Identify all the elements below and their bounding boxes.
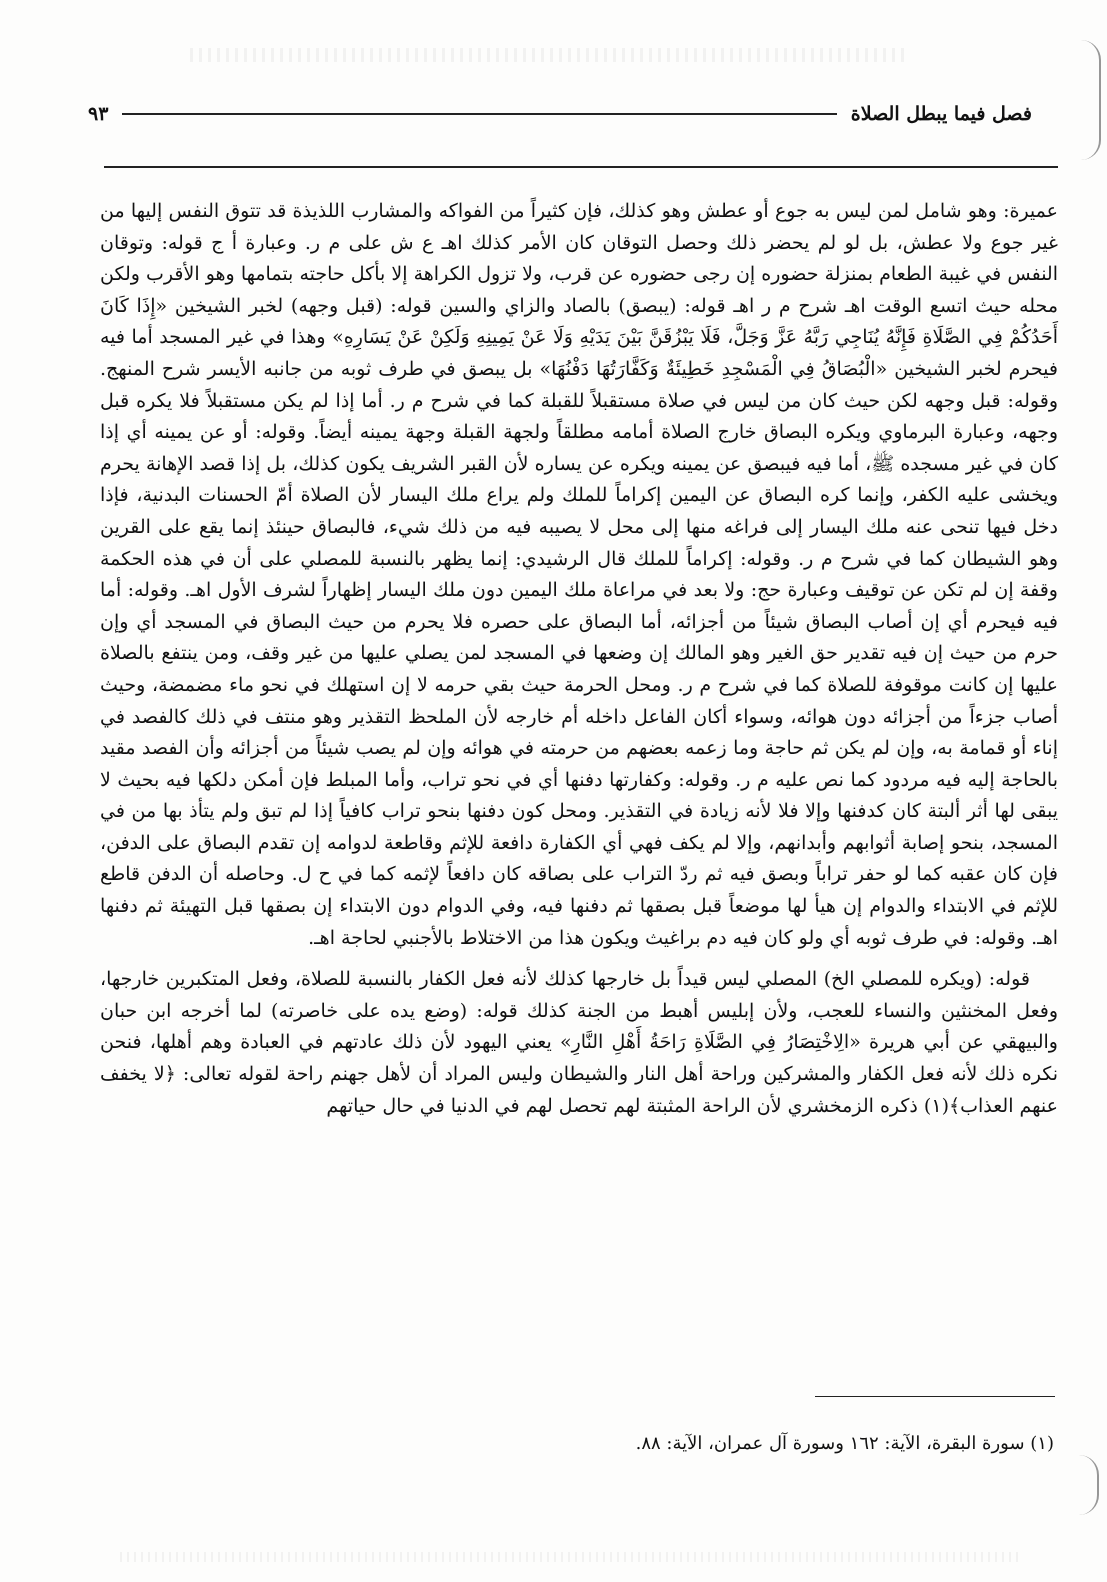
running-header: [88, 96, 1032, 132]
header-title: فصل فيما يبطل الصلاة: [850, 103, 1032, 125]
header-rule: [122, 113, 836, 115]
page-number: ٩٣: [88, 103, 109, 125]
binding-mark-bottom: [1071, 1455, 1099, 1515]
scan-artifact-top: [190, 48, 910, 62]
header-separator: [104, 166, 1058, 168]
paragraph-1: عميرة: وهو شامل لمن ليس به جوع أو عطش وهو كذلك، فإن كثيراً من الفواكه والمشارب اللذيذة قد تتوق النفس إليها من غير جوع ولا عطش، بل لو لم يحضر ذلك وحصل التوقان كان الأمر كذلك اهـ ع ش على م ر. وعبارة أ ج قوله: وتوقان النفس في غيبة الطعام بمنزلة حضوره إن رجى حضوره عن قرب، ولا تزول الكراهة إلا بأكل حاجته بتمامها وهو الأقرب ولكن محله حيث اتسع الوقت اهـ شرح م ر اهـ قوله: (يبصق) بالصاد والزاي والسين قوله: (قبل وجهه) لخبر الشيخين «إِذَا كَانَ أَحَدُكُمْ فِي الصَّلَاةِ فَإِنَّهُ يُنَاجِي رَبَّهُ عَزَّ وَجَلَّ، فَلَا يَبْزُقَنَّ بَيْنَ يَدَيْهِ وَلَا عَنْ يَمِينِهِ وَلَكِنْ عَنْ يَسَارِهِ» وهذا في غير المسجد أما فيه فيحرم لخبر الشيخين «الْبُصَاقُ فِي الْمَسْجِدِ خَطِيئَةٌ وَكَفَّارَتُهَا دَفْنُهَا» بل يبصق في طرف ثوبه من جانبه الأيسر شرح المنهج. وقوله: قبل وجهه لكن حيث كان من ليس في صلاة مستقبلاً للقبلة كما في شرح م ر. أما إذا لم يكن مستقبلاً فلا يكره قبل وجهه، وعبارة البرماوي ويكره البصاق خارج الصلاة أمامه مطلقاً ولجهة القبلة وجهة يمينه أيضاً. وقوله: أو عن يمينه أي إذا كان في غير مسجده ﷺ، أما فيه فيبصق عن يمينه ويكره عن يساره لأن القبر الشريف يكون كذلك، بل إذا قصد الإهانة يحرم ويخشى عليه الكفر، وإنما كره البصاق عن اليمين إكراماً للملك ولم يراع ملك اليسار لأن الصلاة أمّ الحسنات البدنية، فإذا دخل فيها تنحى عنه ملك اليسار إلى فراغه منها إلى محل لا يصيبه فيه من ذلك شيء، فالبصاق حينئذ إنما يقع على القرين وهو الشيطان كما في شرح م ر. وقوله: إكراماً للملك قال الرشيدي: إنما يظهر بالنسبة للمصلي على أن في هذه الحكمة وقفة إن لم تكن عن توقيف وعبارة حج: ولا بعد في مراعاة ملك اليمين دون ملك اليسار إظهاراً لشرف الأول اهـ. وقوله: أما فيه فيحرم أي إن أصاب البصاق شيئاً من أجزائه، أما البصاق على حصره فلا يحرم من حيث البصاق في المسجد أي وإن حرم من حيث إن فيه تقدير حق الغير وهو المالك إن وضعها في المسجد لمن يصلي عليها من غير وقف، ومن ينتفع بالصلاة عليها إن كانت موقوفة للصلاة كما في شرح م ر. ومحل الحرمة حيث بقي حرمه لا إن استهلك في نحو ماء مضمضة، وحيث أصاب جزءاً من أجزائه دون هوائه، وسواء أكان الفاعل داخله أم خارجه لأن الملحظ التقذير وهو منتف في ذلك كالفصد في إناء أو قمامة به، وإن لم يكن ثم حاجة وما زعمه بعضهم من حرمته في هوائه وإن لم يصب شيئاً من أجزائه وأن الفصد مقيد بالحاجة إليه فيه مردود كما نص عليه م ر. وقوله: وكفارتها دفنها أي في نحو تراب، وأما المبلط فإن أمكن دلكها فيه بحيث لا يبقى لها أثر ألبتة كان كدفنها وإلا فلا لأنه زيادة في التقذير. ومحل كون دفنها بنحو تراب كافياً إذا لم تبق ولم يتأذ بها من في المسجد، بنحو إصابة أثوابهم وأبدانهم، وإلا لم يكف فهي أي الكفارة دافعة للإثم وقاطعة لدوامه إن تقدم البصاق على الدفن، فإن كان عقبه كما لو حفر تراباً وبصق فيه ثم ردّ التراب على بصاقه كان دافعاً لإثمه كما في ح ل. وحاصله أن الدفن قاطع للإثم في الابتداء والدوام إن هيأ لها موضعاً قبل بصقها ثم دفنها فيه، وفي الدوام دون الابتداء إن بصقها قبل التهيئة ثم دفنها اهـ. وقوله: في طرف ثوبه أي ولو كان فيه دم براغيث ويكون هذا من الاختلاط بالأجنبي لحاجة اهـ.: [100, 200, 1058, 949]
paragraph-2: قوله: (ويكره للمصلي الخ) المصلي ليس قيداً بل خارجها كذلك لأنه فعل الكفار بالنسبة للصلاة، وفعل المتكبرين خارجها، وفعل المخنثين والنساء للعجب، ولأن إبليس أهبط من الجنة كذلك قوله: (وضع يده على خاصرته) لما أخرجه ابن حبان والبيهقي عن أبي هريرة «الِاخْتِصَارُ فِي الصَّلَاةِ رَاحَةُ أَهْلِ النَّارِ» يعني اليهود لأن ذلك عادتهم في العبادة وهم أهلها، فنحن نكره ذلك لأنه فعل الكفار والمشركين وراحة أهل النار والشيطان وليس المراد أن لأهل جهنم راحة لقوله تعالى: ﴿لا يخفف عنهم العذاب﴾(١) ذكره الزمخشري لأن الراحة المثبتة لهم تحصل لهم في الدنيا في حال حياتهم: [100, 968, 1058, 1117]
binding-mark-top: [1069, 40, 1101, 160]
footnote: (١) سورة البقرة، الآية: ١٦٢ وسورة آل عمران، الآية: ٨٨.: [635, 1433, 1054, 1454]
scan-artifact-bottom: [120, 1552, 1020, 1562]
footnote-separator: [815, 1396, 1055, 1397]
main-text: [100, 196, 1058, 1122]
